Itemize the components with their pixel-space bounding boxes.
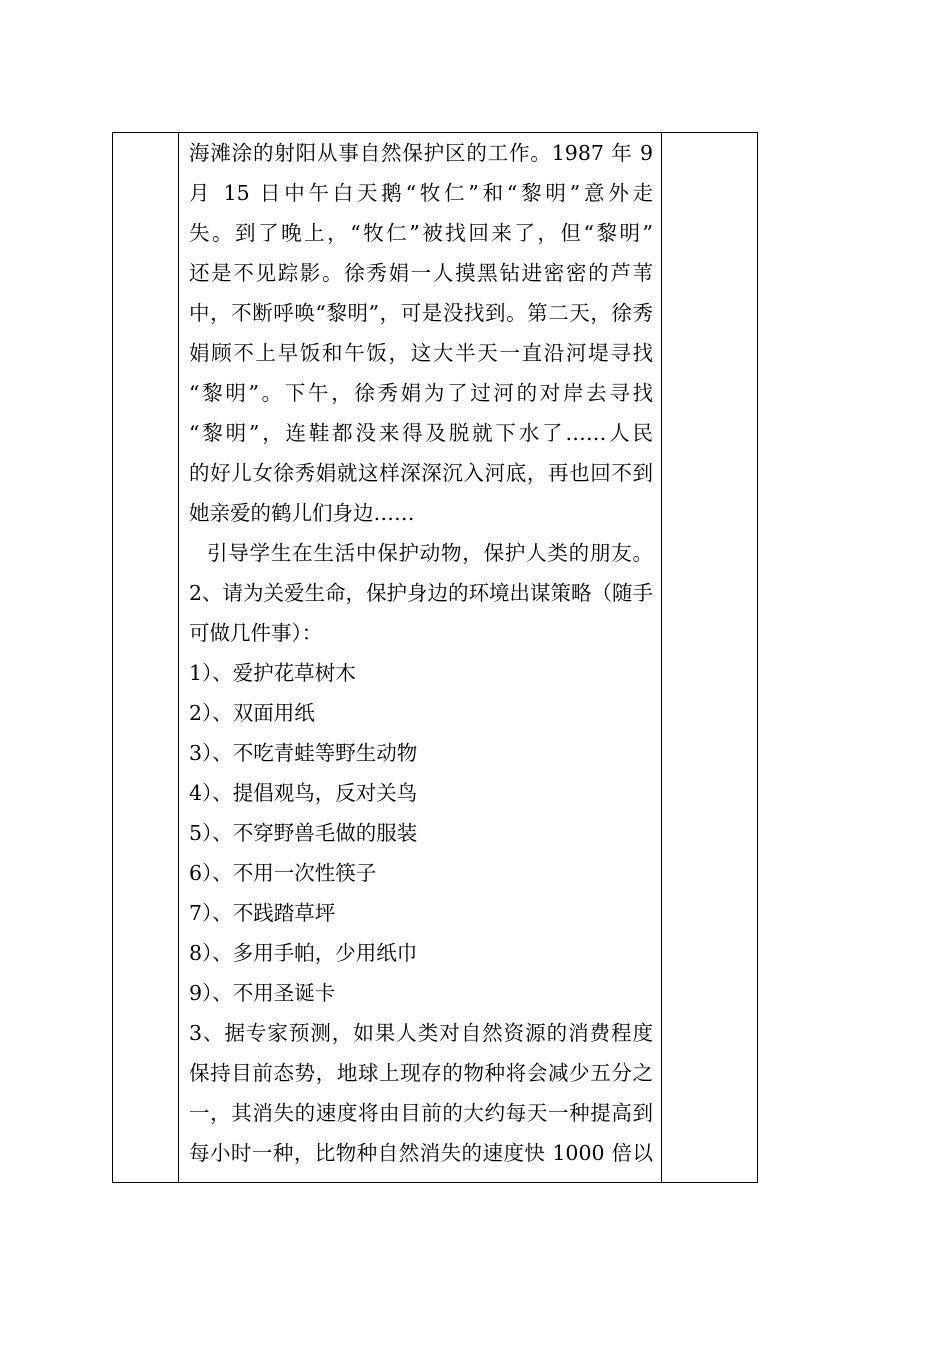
list-item: 9）、不用圣诞卡 [189,981,336,1005]
table-column-divider-right [661,133,662,1182]
list-item: 7）、不践踏草坪 [189,901,336,925]
text-line: “黎明”。下午，徐秀娟为了过河的对岸去寻找 [189,381,653,405]
text-line: 月 15 日中午白天鹅“牧仁”和“黎明”意外走 [189,181,653,205]
text-line: 她亲爱的鹤儿们身边…… [189,501,415,525]
list-item: 4）、提倡观鸟，反对关鸟 [189,781,418,805]
text-line: 失。到了晚上，“牧仁”被找回来了，但“黎明” [189,221,653,245]
text-line: 海滩涂的射阳从事自然保护区的工作。1987 年 9 [189,141,653,165]
question-line: 可做几件事）： [189,621,323,645]
list-item: 3）、不吃青蛙等野生动物 [189,741,418,765]
text-line: “黎明”，连鞋都没来得及脱就下水了……人民 [189,421,653,445]
text-line: 一，其消失的速度将由目前的大约每天一种提高到 [189,1101,653,1125]
text-line: 还是不见踪影。徐秀娟一人摸黑钻进密密的芦苇 [189,261,653,285]
list-item: 5）、不穿野兽毛做的服装 [189,821,418,845]
question-line: 2、请为关爱生命，保护身边的环境出谋策略（随手 [189,581,653,605]
list-item: 1）、爱护花草树木 [189,661,356,685]
lesson-content-cell [189,133,653,1173]
text-line: 每小时一种，比物种自然消失的速度快 1000 倍以 [189,1141,653,1165]
table-column-divider-left [178,133,179,1182]
list-item: 2）、双面用纸 [189,701,315,725]
text-line: 保持目前态势，地球上现存的物种将会减少五分之 [189,1061,653,1085]
question-line: 3、据专家预测，如果人类对自然资源的消费程度 [189,1021,653,1045]
list-item: 8）、多用手帕，少用纸巾 [189,941,418,965]
text-line: 娟顾不上早饭和午饭，这大半天一直沿河堤寻找 [189,341,653,365]
text-line: 的好儿女徐秀娟就这样深深沉入河底，再也回不到 [189,461,653,485]
text-line: 中，不断呼唤“黎明”，可是没找到。第二天，徐秀 [189,301,653,325]
lesson-table [112,132,758,1183]
list-item: 6）、不用一次性筷子 [189,861,377,885]
guidance-line: 引导学生在生活中保护动物，保护人类的朋友。 [207,541,653,565]
